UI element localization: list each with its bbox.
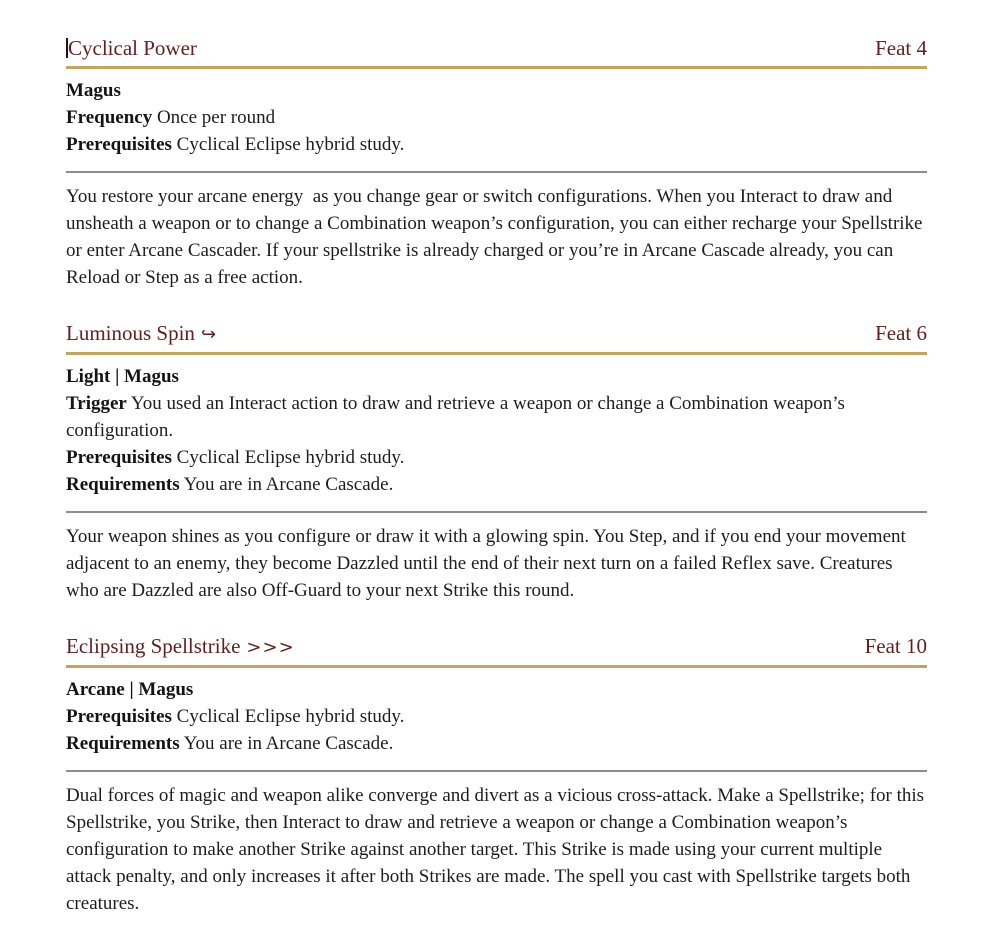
stat-value: You are in Arcane Cascade. [183, 474, 394, 495]
feat-level-badge: Feat 10 [864, 634, 927, 658]
stat-line-frequency [66, 104, 927, 131]
feat-card-cyclical-power [66, 36, 927, 291]
feat-stats [66, 676, 927, 757]
three-action-icon: >>> [246, 637, 295, 658]
feat-header [66, 634, 927, 668]
feat-title [66, 321, 217, 347]
feat-header [66, 321, 927, 355]
feat-title [66, 634, 295, 660]
stat-value: Cyclical Eclipse hybrid study. [176, 134, 405, 155]
feat-description: Your weapon shines as you configure or draw it with a glowing spin. You Step, and if you end your movement adjacent to an enemy, they become Dazzled until the end of their next turn on a failed Reflex save. Creatures who are Dazzled are also Off-Guard to your next Strike this round. [66, 526, 911, 601]
feat-card-luminous-spin [66, 321, 927, 604]
stat-line-prerequisites [66, 444, 927, 471]
stat-label: Frequency [66, 107, 153, 128]
feat-level-badge: Feat 4 [875, 36, 927, 60]
trait-list: Arcane | Magus [66, 679, 194, 700]
feat-level-badge: Feat 6 [875, 321, 927, 345]
feat-header [66, 36, 927, 69]
feat-description: You restore your arcane energy as you change gear or switch configurations. When you Interact to draw and unsheath a weapon or to change a Combination weapon’s configuration, you can either recharge your Spellstrike or enter Arcane Cascader. If your spellstrike is already charged or you’re in Arcane Cascade already, you can Reload or Step as a free action. [66, 186, 928, 288]
stat-label: Trigger [66, 393, 127, 414]
reaction-action-icon: ↪ [200, 324, 218, 345]
stat-value: Once per round [156, 107, 276, 128]
stat-value: You used an Interact action to draw and retrieve a weapon or change a Combination weapon’s configuration. [66, 393, 845, 441]
stat-value: You are in Arcane Cascade. [183, 733, 394, 754]
feat-title-text: Eclipsing Spellstrike [66, 634, 241, 658]
stat-label: Prerequisites [66, 447, 172, 468]
trait-list: Magus [66, 80, 121, 101]
stat-line-requirements [66, 471, 927, 498]
stat-label: Requirements [66, 474, 180, 495]
feat-document [66, 0, 927, 917]
section-divider [66, 770, 927, 772]
stat-line-prerequisites [66, 131, 927, 158]
feat-description: Dual forces of magic and weapon alike converge and divert as a vicious cross-attack. Make a Spellstrike; for this Spellstrike, you Strike, then Interact to draw and retrieve a weapon or change a Combination weapon’s configuration to make another Strike against another target. This Strike is made using your current multiple attack penalty, and only increases it after both Strikes are made. The spell you cast with Spellstrike targets both creatures. [66, 785, 929, 914]
feat-stats [66, 363, 927, 498]
stat-label: Requirements [66, 733, 180, 754]
trait-list: Light | Magus [66, 366, 179, 387]
feat-card-eclipsing-spellstrike [66, 634, 927, 917]
stat-line-prerequisites [66, 703, 927, 730]
stat-value: Cyclical Eclipse hybrid study. [176, 706, 405, 727]
stat-label: Prerequisites [66, 706, 172, 727]
stat-line-trigger [66, 390, 927, 444]
stat-value: Cyclical Eclipse hybrid study. [176, 447, 405, 468]
section-divider [66, 171, 927, 173]
feat-title-text: Cyclical Power [68, 36, 197, 60]
feat-stats [66, 77, 927, 158]
feat-title-text: Luminous Spin [66, 321, 195, 345]
section-divider [66, 511, 927, 513]
stat-line-requirements [66, 730, 927, 757]
feat-title [66, 36, 197, 60]
stat-label: Prerequisites [66, 134, 172, 155]
